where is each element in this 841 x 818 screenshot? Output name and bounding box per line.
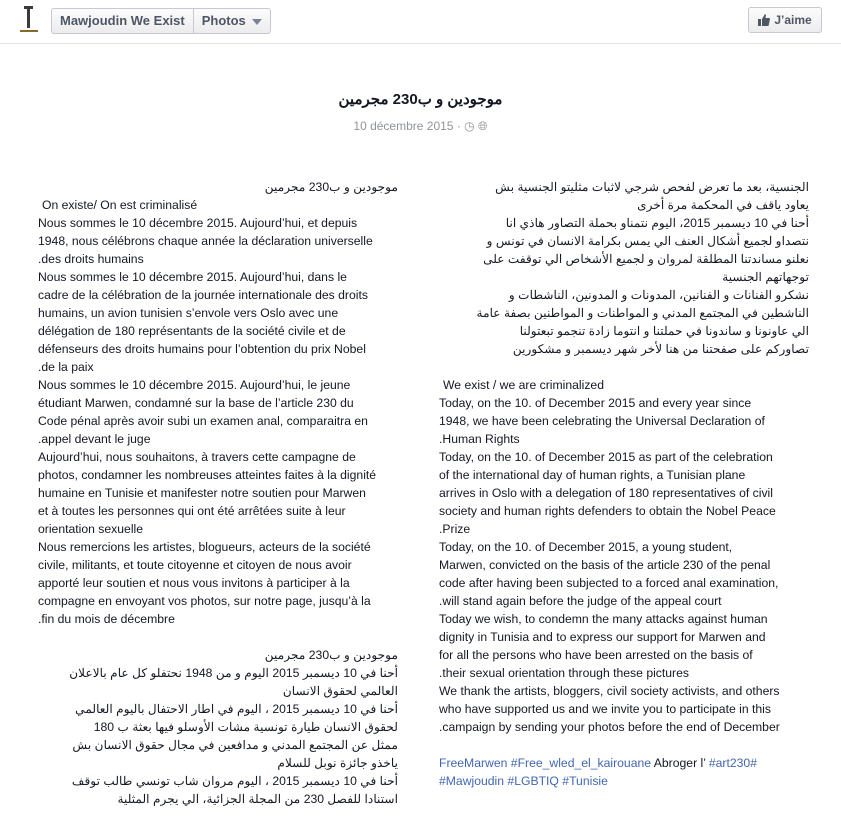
text-line: Nous sommes le 10 décembre 2015. Aujourd’hui, le jeune xyxy=(38,378,351,392)
text-line: We exist / we are criminalized xyxy=(443,378,604,392)
text-line: نشكرو الفنانات و الفنانين، المدونات و المدونين، الناشطات و xyxy=(508,288,809,302)
text-line: لحقوق الانسان طيارة تونسية مشات الأوسلو فيها بعثة ب 180 xyxy=(93,720,398,734)
page-name-link[interactable]: Mawjoudin We Exist xyxy=(60,13,185,28)
text-line: أحنا في 10 ديسمبر 2015 ، اليوم مروان شاب تونسي طالب توقف xyxy=(71,774,398,788)
text-line: orientation sexuelle xyxy=(38,522,144,536)
text-line: photos, condamner les nombreuses atteintes faites à la dignité xyxy=(38,468,377,482)
text-line: توجهاتهم الجنسية xyxy=(722,270,809,284)
breadcrumb xyxy=(51,8,271,34)
text-line: cadre de la célébration de la journée internationale des droits xyxy=(38,288,368,302)
text-line: .des droits humains xyxy=(38,252,144,266)
text-line: for all the persons who have been arrested on the basis of xyxy=(439,648,753,662)
photos-dropdown[interactable] xyxy=(194,9,270,33)
hashtag-line xyxy=(439,754,809,772)
post-body-left xyxy=(38,178,398,808)
hashtag-link[interactable]: FreeMarwen #Free_wled_el_kairouane xyxy=(439,756,652,770)
top-bar xyxy=(0,0,841,44)
text-line: Today we wish, to condemn the many attacks against human xyxy=(439,612,768,626)
text-line: الجنسية، بعد ما تعرض لفحص شرجي لاثبات مثليتو الجنسية بش xyxy=(495,180,809,194)
text-line: Marwen, convicted on the basis of the article 230 of the penal xyxy=(439,558,771,572)
text-line: .fin du mois de décembre xyxy=(38,612,175,626)
text-line: Nous sommes le 10 décembre 2015. Aujourd’hui, dans le xyxy=(38,270,347,284)
text-line: Nous remercions les artistes, blogueurs, acteurs de la société xyxy=(38,540,371,554)
text-line: civile, militants, et toute citoyenne et citoyen de nous avoir xyxy=(38,558,352,572)
text-line: délégation de 180 représentants de la société civile et de xyxy=(38,324,346,338)
text-line: .campaign by sending your photos before the end of December xyxy=(439,720,780,734)
text-line: يعاود ياقف في المحكمة مرة أخرى xyxy=(637,198,809,212)
text-line: موجودين و ب230 مجرمين xyxy=(264,648,398,662)
photos-label: Photos xyxy=(201,13,246,28)
clock-icon: ◷ xyxy=(464,119,475,133)
globe-icon[interactable]: 🌐︎ xyxy=(477,119,488,133)
text-line: et à toutes les personnes qui ont été arrêtées suite à leur xyxy=(38,504,346,518)
text-line: نتصداو لجميع أشكال العنف الي يمس بكرامة الانسان في تونس و xyxy=(486,234,809,248)
hashtag-text: Abroger l’ xyxy=(653,756,706,770)
post-body-right xyxy=(439,178,809,790)
text-line: On existe/ On est criminalisé xyxy=(42,198,198,212)
text-line: أحنا في 10 ديسمبر 2015 ، اليوم في اطار الاحتفال باليوم العالمي xyxy=(75,702,398,716)
text-line: الي عاونونا و ساندونا في حملتنا و انتوما زادة تنجمو تبعتولنا xyxy=(519,324,809,338)
text-line: الناشطين في المجتمع المدني و المواطنات و المواطنين بصفة عامة xyxy=(476,306,809,320)
text-line: humains, un avion tunisien s’envole vers Oslo avec une xyxy=(38,306,339,320)
text-line: who have supported us and we invite you to participate in this xyxy=(439,702,771,716)
text-line: étudiant Marwen, condamné sur la base de l’article 230 du xyxy=(38,396,354,410)
text-line: Nous sommes le 10 décembre 2015. Aujourd’hui, et depuis xyxy=(38,216,358,230)
text-line: .their sexual orientation through these pictures xyxy=(439,666,689,680)
text-line: We thank the artists, bloggers, civil society activists, and others xyxy=(439,684,780,698)
text-line: Today, on the 10. of December 2015 as part of the celebration xyxy=(439,450,773,464)
page-logo[interactable] xyxy=(18,4,40,36)
text-line: society and human rights defenders to obtain the Nobel Peace xyxy=(439,504,776,518)
text-line: استنادا للفصل 230 من المجلة الجزائية، الي يجرم المثلية xyxy=(117,792,398,806)
text-line: العالمي لحقوق الانسان xyxy=(282,684,398,698)
text-line: أحنا في 10 ديسمبر 2015، اليوم نتمناو بحملة التصاور هاذي انا xyxy=(505,216,809,230)
text-line: ياخذو جائزة نوبل للسلام xyxy=(277,756,398,770)
text-line: نعلنو مساندتنا المطلقة لمروان و لجميع الأشخاص الي توقفت على xyxy=(483,252,809,266)
text-line: humaine en Tunisie et manifester notre soutien pour Marwen xyxy=(38,486,366,500)
text-line: compagne en envoyant vos photos, sur notre page, jusqu’à la xyxy=(38,594,371,608)
post-title: موجودين و ب230 مجرمين xyxy=(338,91,503,108)
text-line: أحنا في 10 ديسمبر 2015 اليوم و من 1948 نحتفلو كل عام بالاعلان xyxy=(69,666,398,680)
text-line: .Human Rights xyxy=(439,432,520,446)
text-line: 1948, nous célébrons chaque année la déclaration universelle xyxy=(38,234,373,248)
text-line: ممثل عن المجتمع المدني و مدافعين في مجال حقوق الانسان بش xyxy=(72,738,398,752)
hashtag-link[interactable]: #Mawjoudin #LGBTIQ #Tunisie xyxy=(439,774,608,788)
text-line: .appel devant le juge xyxy=(38,432,151,446)
post-date[interactable]: 10 décembre 2015 · xyxy=(353,119,461,133)
like-label: J’aime xyxy=(774,13,812,27)
text-line: arrives in Oslo with a delegation of 180 representatives of civil xyxy=(439,486,773,500)
text-line: of the international day of human rights, a Tunisian plane xyxy=(439,468,746,482)
text-line: .Prize xyxy=(439,522,471,536)
chevron-down-icon xyxy=(252,19,262,25)
text-line: Aujourd’hui, nous souhaitons, à travers cette campagne de xyxy=(38,450,356,464)
text-line: موجودين و ب230 مجرمين xyxy=(264,180,398,194)
text-line: apporté leur soutien et nous vous invitons à participer à la xyxy=(38,576,350,590)
text-line: 1948, we have been celebrating the Universal Declaration of xyxy=(439,414,765,428)
text-line: Today, on the 10. of December 2015 and every year since xyxy=(439,396,752,410)
text-line: تصاوركم على صفحتنا من هنا لأخر شهر ديسمبر و مشكورين xyxy=(512,342,809,356)
text-line: code after having been subjected to a forced anal examination, xyxy=(439,576,779,590)
text-line: dignity in Tunisia and to express our support for Marwen and xyxy=(439,630,766,644)
hashtag-link[interactable]: #art230# xyxy=(708,756,757,770)
text-line: Code pénal après avoir subi un examen anal, comparaitra en xyxy=(38,414,368,428)
text-line: .de la paix xyxy=(38,360,94,374)
thumbs-up-icon xyxy=(758,14,770,26)
text-line: défenseurs des droits humains pour l’obtention du prix Nobel xyxy=(38,342,366,356)
like-button[interactable] xyxy=(748,7,822,33)
text-line: .will stand again before the judge of the appeal court xyxy=(439,594,722,608)
post-meta xyxy=(0,119,841,134)
text-line: Today, on the 10. of December 2015, a young student, xyxy=(439,540,733,554)
